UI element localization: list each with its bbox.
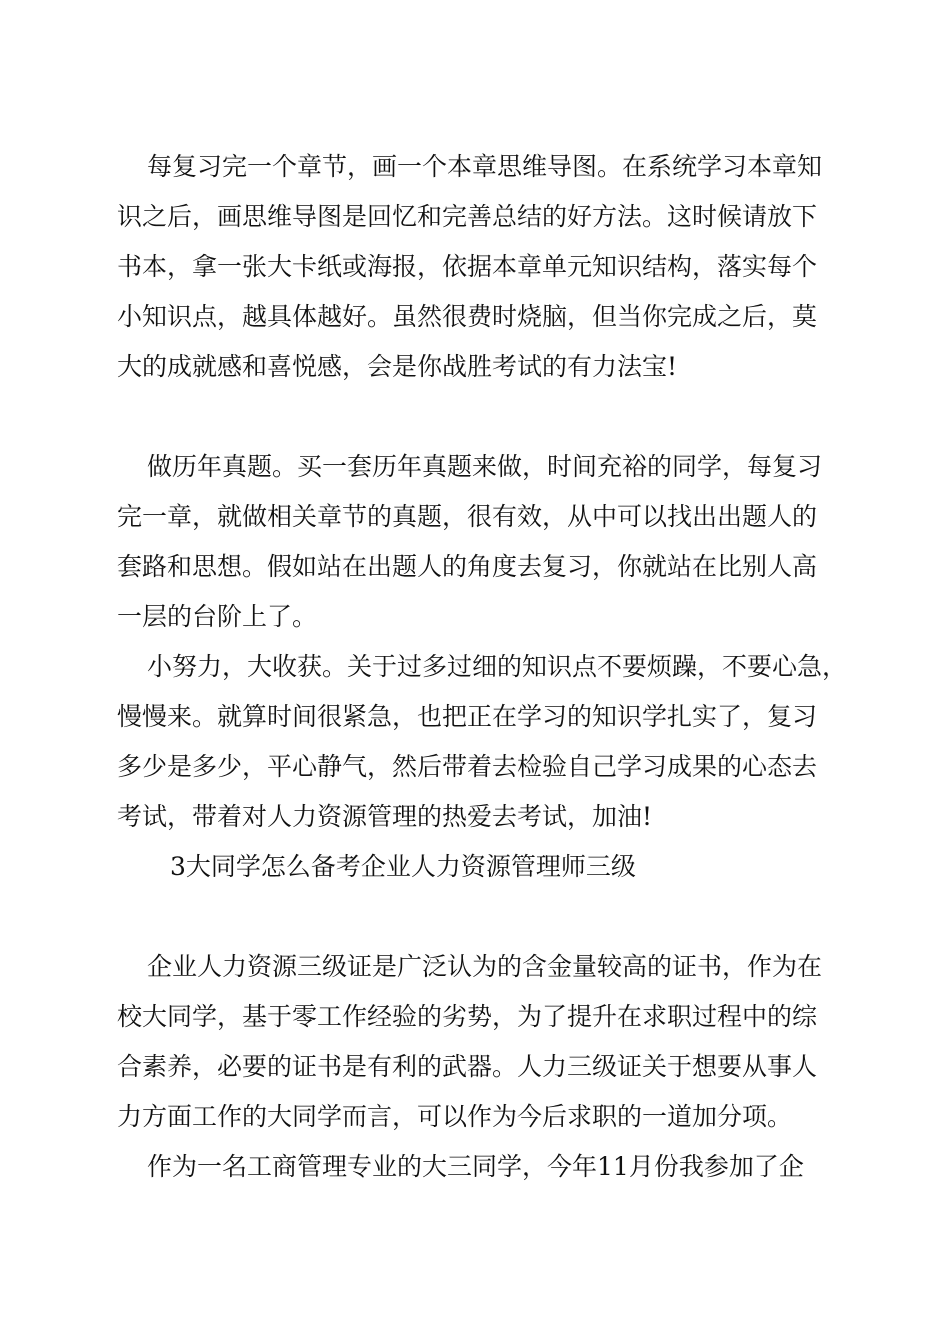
paragraph-4-line-4: 力方面工作的大同学而言，可以作为今后求职的一道加分项。: [117, 1102, 793, 1131]
paragraph-2-line-1: 做历年真题。买一套历年真题来做，时间充裕的同学，每复习: [147, 452, 823, 481]
paragraph-1-line-3: 书本，拿一张大卡纸或海报，依据本章单元知识结构，落实每个: [117, 252, 818, 281]
paragraph-4-line-3: 合素养，必要的证书是有利的武器。人力三级证关于想要从事人: [117, 1052, 818, 1081]
paragraph-3-line-2: 慢慢来。就算时间很紧急，也把正在学习的知识学扎实了，复习: [117, 702, 818, 731]
section-heading: 3大同学怎么备考企业人力资源管理师三级: [170, 852, 636, 881]
paragraph-3-line-4: 考试，带着对人力资源管理的热爱去考试，加油!: [117, 802, 653, 831]
paragraph-4-line-1: 企业人力资源三级证是广泛认为的含金量较高的证书，作为在: [147, 952, 823, 981]
paragraph-2-line-4: 一层的台阶上了。: [117, 602, 318, 631]
paragraph-1-line-4: 小知识点，越具体越好。虽然很费时烧脑，但当你完成之后，莫: [117, 302, 818, 331]
paragraph-1-line-5: 大的成就感和喜悦感，会是你战胜考试的有力法宝!: [117, 352, 678, 381]
paragraph-4-line-2: 校大同学，基于零工作经验的劣势，为了提升在求职过程中的综: [117, 1002, 818, 1031]
paragraph-2-line-2: 完一章，就做相关章节的真题，很有效，从中可以找出出题人的: [117, 502, 818, 531]
paragraph-1-line-2: 识之后，画思维导图是回忆和完善总结的好方法。这时候请放下: [117, 202, 818, 231]
paragraph-1-line-1: 每复习完一个章节，画一个本章思维导图。在系统学习本章知: [147, 152, 823, 181]
paragraph-3-line-1: 小努力，大收获。关于过多过细的知识点不要烦躁，不要心急，: [147, 652, 848, 681]
paragraph-5-line-1: 作为一名工商管理专业的大三同学，今年11月份我参加了企: [147, 1152, 804, 1181]
paragraph-2-line-3: 套路和思想。假如站在出题人的角度去复习，你就站在比别人高: [117, 552, 818, 581]
paragraph-3-line-3: 多少是多少，平心静气，然后带着去检验自己学习成果的心态去: [117, 752, 818, 781]
